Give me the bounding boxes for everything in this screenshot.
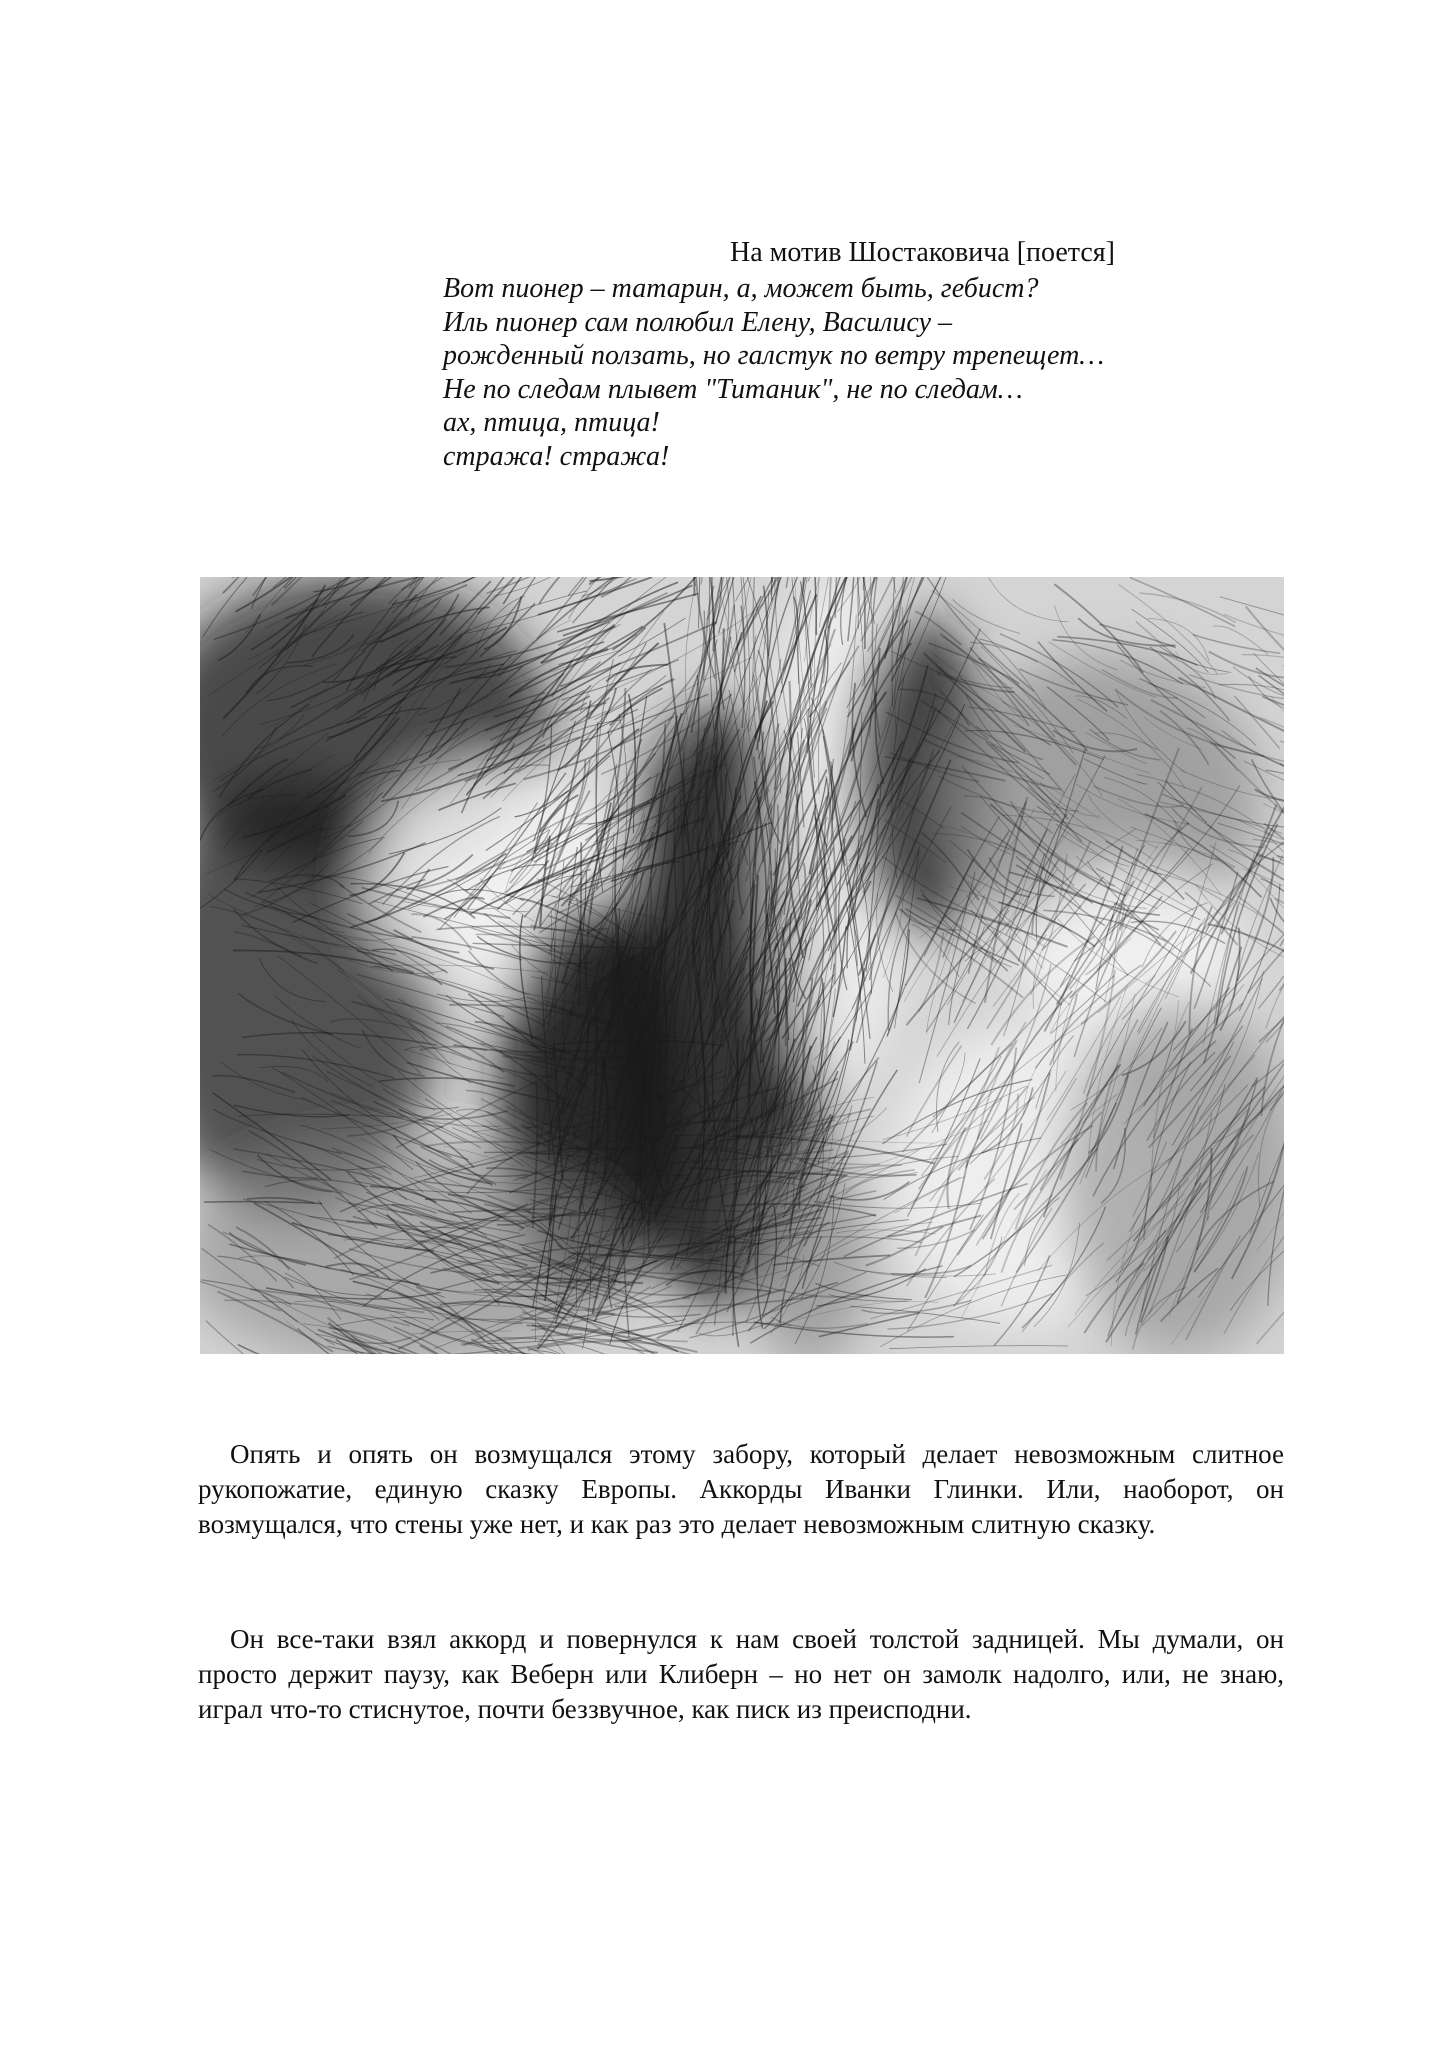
poem-line: ах, птица, птица! — [443, 407, 660, 439]
poem-title: На мотив Шостаковича [поется] — [730, 237, 1115, 268]
poem-line: Вот пионер – татарин, а, может быть, гебист? — [443, 273, 1039, 304]
poem-line: стража! стража! — [443, 440, 670, 472]
poem-line: Не по следам плывет "Титаник", не по следам… — [443, 373, 1023, 405]
charcoal-drawing-canvas — [200, 577, 1284, 1354]
body-paragraph: Опять и опять он возмущался этому забору, который делает невозможным слитное рукопожатие, единую сказку Европы. Аккорды Иванки Глинки. Или, наоборот, он возмущался, что стены уже нет, и как раз это делает невозможным слитную сказку. — [198, 1439, 1284, 1539]
poem-verse — [443, 272, 1263, 474]
poem-line: рожденный ползать, но галстук по ветру трепещет… — [443, 340, 1105, 372]
charcoal-drawing-illustration — [200, 577, 1284, 1354]
poem-line: Иль пионер сам полюбил Елену, Василису – — [443, 306, 953, 338]
body-paragraph: Он все-таки взял аккорд и повернулся к нам своей толстой задницей. Мы думали, он просто держит паузу, как Веберн или Клиберн – но нет он замолк надолго, или, не знаю, играл что-то стиснутое, почти беззвучное, как писк из преисподни. — [198, 1624, 1284, 1724]
